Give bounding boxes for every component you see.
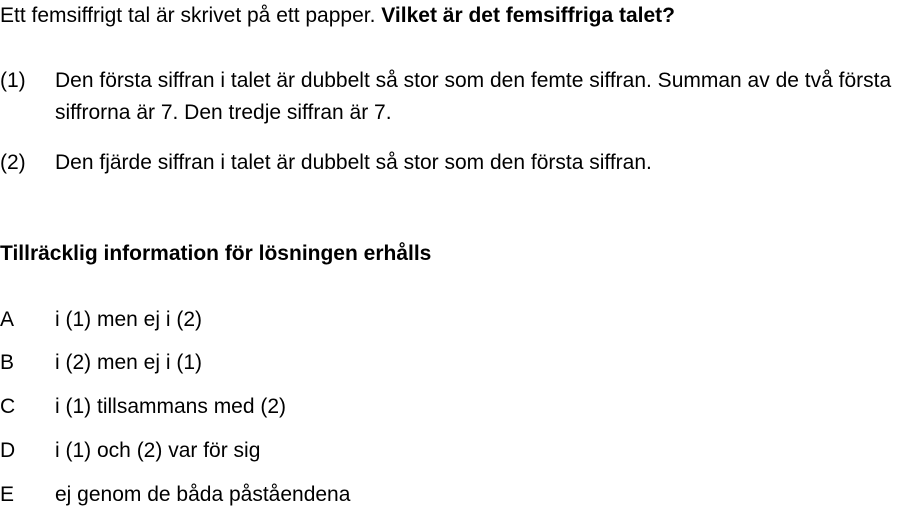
question-prompt: Vilket är det femsiffriga talet? (381, 4, 675, 27)
option-text: i (1) och (2) var för sig (55, 439, 261, 462)
question-intro: Ett femsiffrigt tal är skrivet på ett papper. (0, 4, 376, 27)
option-text: i (2) men ej i (1) (55, 351, 203, 374)
option-letter: B (0, 351, 15, 374)
sufficiency-heading: Tillräcklig information för lösningen erhålls (0, 242, 432, 265)
statement-label: (1) (0, 69, 26, 92)
option-letter: D (0, 439, 16, 462)
option-text: i (1) men ej i (2) (55, 308, 203, 331)
answer-option-e[interactable] (0, 479, 900, 511)
option-letter: A (0, 308, 15, 331)
statement-text: Den första siffran i talet är dubbelt så stor som den femte siffran. Summan av de två första siffrorna är 7. Den tredje siffran är 7. (55, 69, 892, 124)
answer-option-b[interactable] (0, 347, 900, 379)
option-letter: E (0, 483, 15, 506)
statement-text: Den fjärde siffran i talet är dubbelt så stor som den första siffran. (55, 151, 652, 174)
answer-option-c[interactable] (0, 391, 900, 423)
question-intro-line (0, 0, 675, 32)
answer-option-d[interactable] (0, 435, 900, 467)
option-text: ej genom de båda påståendena (55, 483, 351, 506)
statement-label: (2) (0, 151, 26, 174)
option-text: i (1) tillsammans med (2) (55, 395, 287, 418)
option-letter: C (0, 395, 16, 418)
answer-option-a[interactable] (0, 304, 900, 336)
